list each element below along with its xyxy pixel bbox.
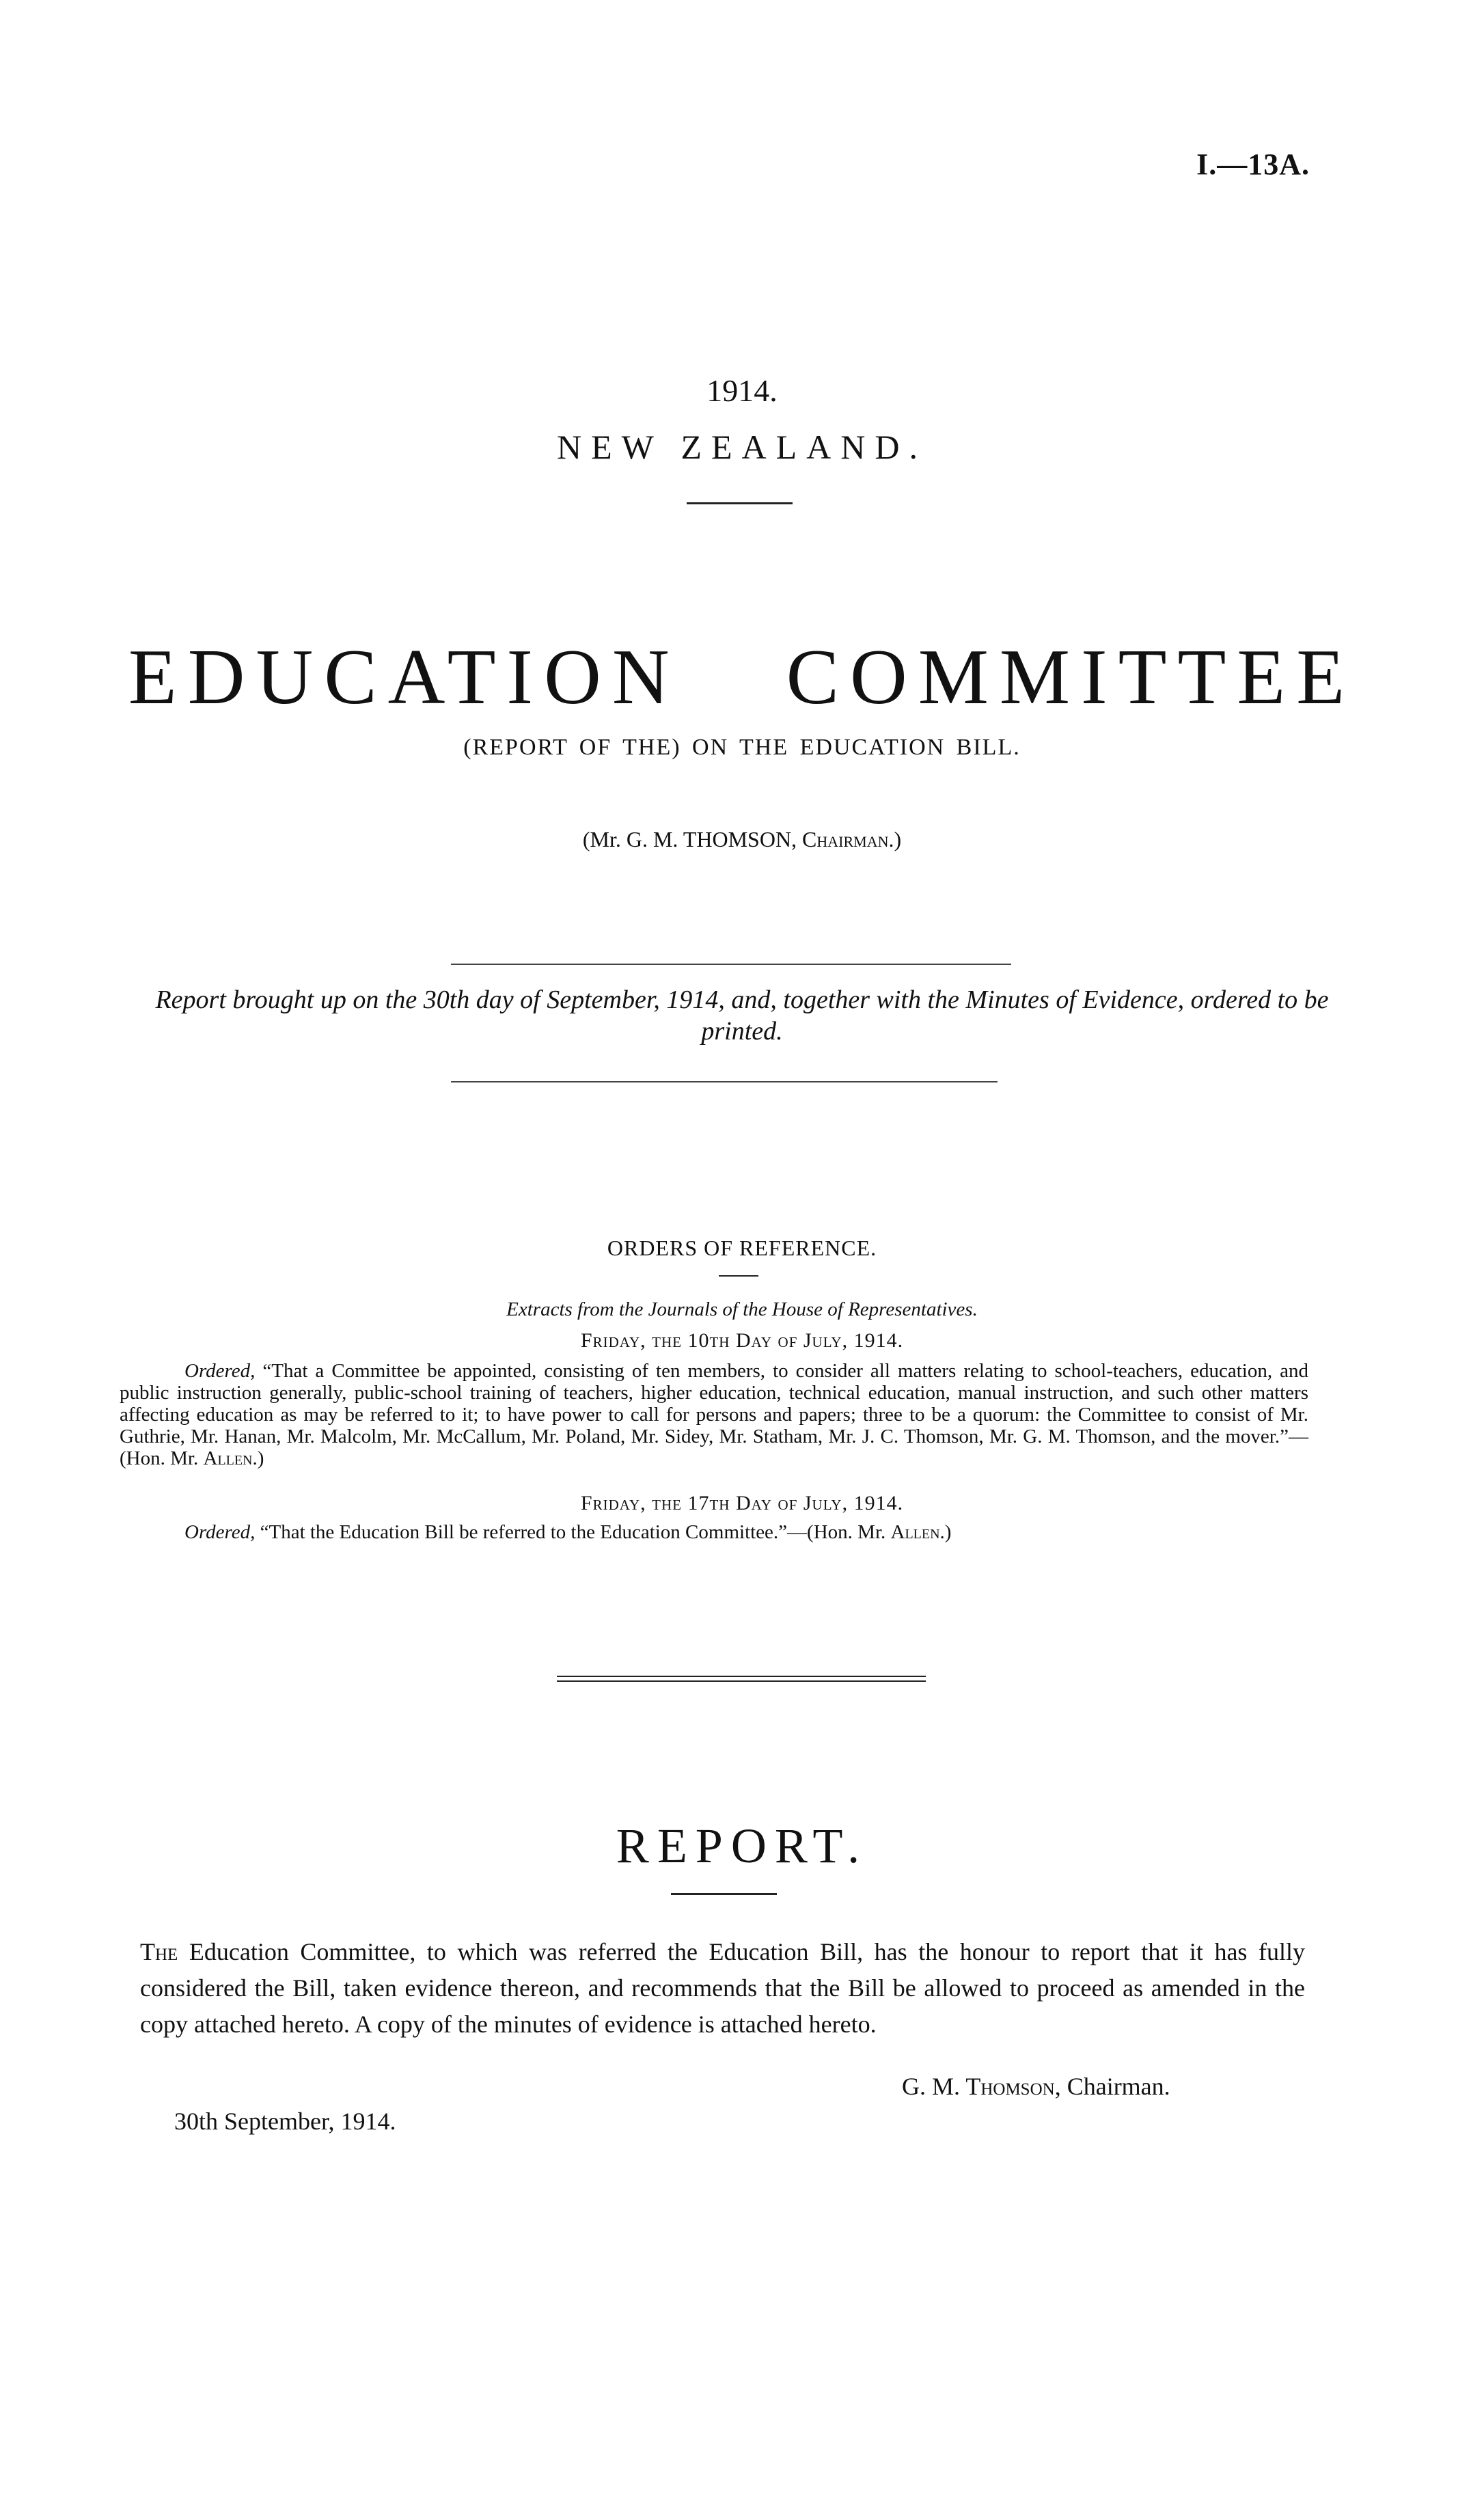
chairman-role: Chairman (802, 827, 889, 852)
divider (451, 1081, 998, 1082)
ordered-label: Ordered, (184, 1521, 256, 1543)
extracts-note: Extracts from the Journals of the House of Representatives. (506, 1298, 978, 1320)
order-close: .) (252, 1447, 264, 1469)
country-heading: NEW ZEALAND. (557, 428, 927, 466)
order-close: .) (939, 1521, 952, 1543)
report-brought-note: Report brought up on the 30th day of September, 1914, and, together with the Minutes of Evidence, ordered to be printed. (155, 985, 1329, 1046)
divider (719, 1275, 758, 1277)
signature-name: G. M. Thomson (902, 2073, 1055, 2100)
order-date: Friday, the 17th Day of July, 1914. (580, 1492, 904, 1514)
divider (557, 1676, 926, 1677)
ordered-label: Ordered, (184, 1360, 256, 1382)
divider (671, 1893, 777, 1895)
document-reference: I.—13A. (1196, 148, 1310, 181)
report-lead: The (140, 1938, 178, 1965)
report-date: 30th September, 1914. (174, 2108, 396, 2135)
order-mover: Allen (890, 1521, 940, 1543)
order-paragraph (120, 1360, 1308, 1469)
year-heading: 1914. (706, 373, 778, 408)
signature (902, 2072, 1170, 2101)
report-text: Education Committee, to which was referred the Education Bill, has the honour to report that it has fully considered the Bill, taken evidence thereon, and recommends that the Bill be allowed to proceed as amended in the copy attached hereto. A copy of the minutes of evidence is attached hereto. (140, 1938, 1305, 2038)
divider (451, 964, 1011, 965)
report-heading: REPORT. (616, 1818, 868, 1873)
document-title: EDUCATION COMMITTEE (128, 634, 1356, 721)
report-body (140, 1934, 1305, 2043)
order-paragraph (120, 1521, 1308, 1543)
divider (687, 502, 793, 504)
chairman-line (0, 827, 1484, 852)
orders-heading: ORDERS OF REFERENCE. (607, 1236, 877, 1260)
order-date: Friday, the 10th Day of July, 1914. (580, 1329, 904, 1352)
signature-role: , Chairman. (1054, 2073, 1170, 2100)
document-subtitle: (REPORT OF THE) ON THE EDUCATION BILL. (463, 735, 1021, 760)
order-text: “That the Education Bill be referred to the Education Committee.”—(Hon. Mr. (255, 1521, 891, 1543)
order-mover: Allen (203, 1447, 253, 1469)
order-text: “That a Committee be appointed, consisting of ten members, to consider all matters relating to school-teachers, education, and public instruction generally, public-school training of teachers, higher education, technical education, manual instruction, and such other matters affecting education as may be referred to it; to have power to call for persons and papers; three to be a quorum: the Committee to consist of Mr. Guthrie, Mr. Hanan, Mr. Malcolm, Mr. McCallum, Mr. Poland, Mr. Sidey, Mr. Statham, Mr. J. C. Thomson, Mr. G. M. Thomson, and the mover.”—(Hon. Mr. (120, 1360, 1308, 1469)
divider (557, 1680, 926, 1682)
chairman-prefix: (Mr. G. M. THOMSON, (582, 827, 803, 852)
chairman-suffix: .) (888, 827, 902, 852)
